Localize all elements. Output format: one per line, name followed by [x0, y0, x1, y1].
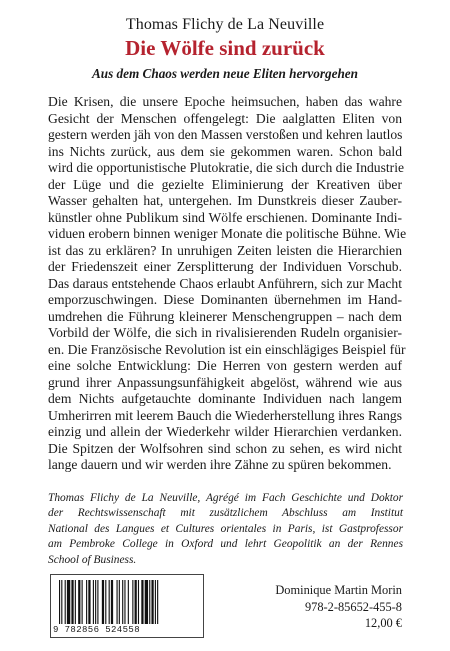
blurb-line: emporzuschwingen. Diese Dominanten übernehmen im Hand- — [48, 292, 402, 307]
blurb-line: einzig und allein der Wiederkehr wilder Hierarchien verdanken. — [48, 424, 402, 439]
blurb-line: eine solche Entwicklung: Die Herren von gestern werden auf — [48, 358, 402, 373]
blurb-line: Umherirren mit leerem Bauch die Wiederherstellung ihres Rangs — [48, 407, 402, 423]
blurb-line: Die Spitzen der Wolfsohren sind schon zu sehen, es wird nicht — [48, 440, 402, 456]
blurb-line: viduen erobern binnen weniger Monate die politische Bühne. Wie — [48, 226, 407, 241]
blurb-line: der Lüge und die gezielte Eliminierung der Kreativen über — [48, 176, 402, 192]
blurb-line: umdrehen die Führung kleinerer Menschengruppen – nach dem — [48, 308, 402, 324]
bio-line: der Rechtswissenschaft mit zusätzlichem Abschluss am Institut — [48, 507, 403, 520]
book-subtitle: Aus dem Chaos werden neue Eliten hervorgehen — [92, 66, 358, 81]
blurb-line: Wasser gehalten hat, untergehen. Im Dunstkreis dieser Zauber- — [48, 193, 402, 208]
blurb-line: ins Nichts zurück, aus dem sie gekommen waren. Schon bald — [48, 143, 402, 159]
blurb-text — [48, 94, 407, 474]
isbn-number: 978-2-85652-455-8 — [304, 599, 402, 614]
blurb-line: Das daraus entstehende Chaos erlaubt Anführern, sich zur Macht — [48, 275, 402, 291]
bio-line: am Pembroke College in Oxford und lehrt Geopolitik an der Rennes — [48, 538, 403, 551]
blurb-line: ist das zu erklären? In unruhigen Zeiten leisten die Hierarchien — [48, 242, 402, 258]
blurb-line: der Friedenszeit einer Zersplitterung der Individuen Vorschub. — [48, 259, 402, 274]
blurb-line: grund ihrer Anpassungsunfähigkeit abgelöst, während wie aus — [48, 374, 402, 390]
blurb-line: lange dauern und wir werden ihre Zähne zu spüren bekommen. — [48, 457, 392, 472]
bio-line: Thomas Flichy de La Neuville, Agrégé im Fach Geschichte und Doktor — [48, 492, 403, 504]
publisher-name: Dominique Martin Morin — [275, 583, 402, 597]
blurb-line: wird die opportunistische Plutokratie, die sich durch die Industrie — [48, 160, 405, 175]
bio-line: National des Langues et Cultures orientales in Paris, ist Gastprofessor — [48, 522, 403, 535]
barcode-bars-icon — [59, 580, 195, 624]
blurb-line: dem Nichts aufgetauchte dominante Individuen nach langem — [48, 391, 402, 406]
barcode-number: 9 782856 524558 — [53, 625, 141, 635]
bio-line: School of Business. — [48, 553, 137, 566]
blurb-line: Vorbild der Wölfe, die sich in rivalisierenden Rudeln organisier- — [48, 325, 402, 340]
blurb-line: künstler ohne Publikum sind Wölfe erschienen. Dominante Indi- — [48, 209, 402, 225]
blurb-line: en. Die Französische Revolution ist ein einschlägiges Beispiel für — [48, 341, 406, 357]
blurb-line: Gesicht der Menschen offengelegt: Die aalglatten Eliten von — [48, 110, 402, 126]
blurb-line: gestern werden jäh von den Massen verstoßen und kehren lautlos — [48, 127, 403, 142]
price: 12,00 € — [364, 616, 402, 630]
book-title: Die Wölfe sind zurück — [125, 36, 325, 60]
publisher-info — [275, 582, 402, 632]
isbn-barcode — [50, 574, 204, 638]
blurb-line: Die Krisen, die unsere Epoche heimsuchen, haben das wahre — [48, 94, 402, 109]
author-name: Thomas Flichy de La Neuville — [125, 16, 325, 33]
author-bio — [48, 491, 403, 568]
